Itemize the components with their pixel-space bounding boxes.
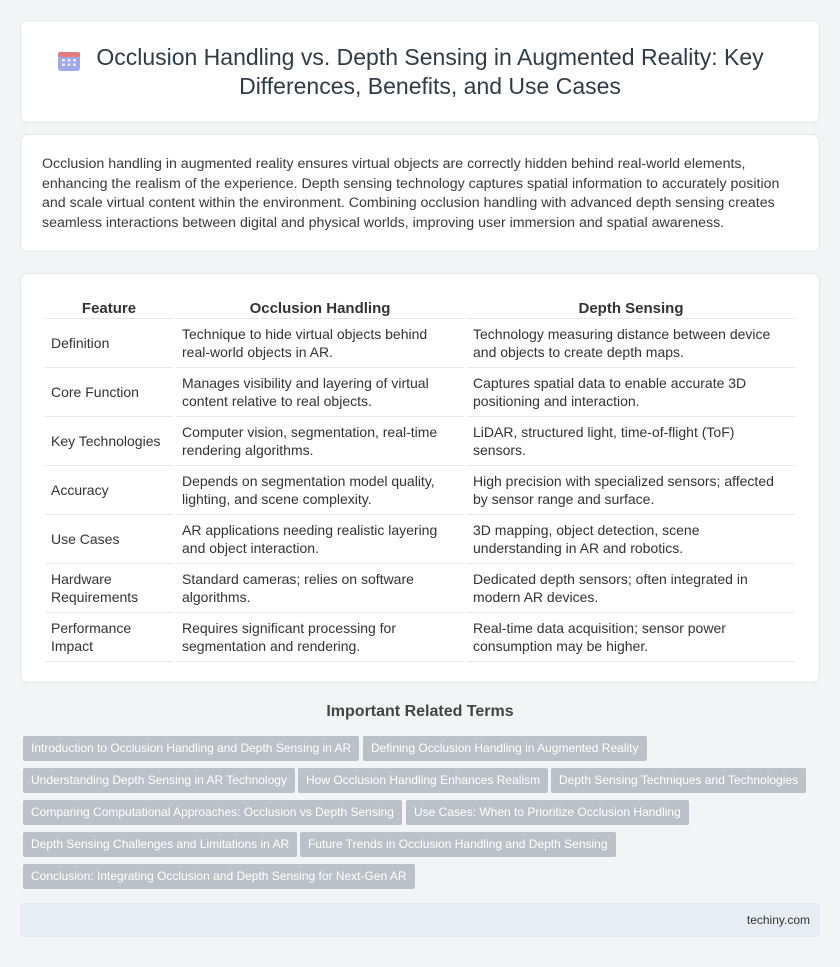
related-term-link[interactable]: How Occlusion Handling Enhances Realism bbox=[298, 768, 548, 793]
intro-paragraph: Occlusion handling in augmented reality ensures virtual objects are correctly hidden behind real-world elements, enhancing the realism of the experience. Depth sensing technology captures spatial information to accurately position and scale virtual content within the environment. Combining occlusion handling with advanced depth sensing creates seamless interactions between digital and physical worlds, improving user immersion and spatial awareness. bbox=[42, 156, 780, 231]
related-term-link[interactable]: Use Cases: When to Prioritize Occlusion Handling bbox=[406, 800, 689, 825]
table-row bbox=[45, 368, 795, 417]
table-row bbox=[45, 515, 795, 564]
comparison-table bbox=[42, 295, 798, 662]
occlusion-cell: Requires significant processing for segmentation and rendering. bbox=[176, 613, 464, 662]
table-row bbox=[45, 613, 795, 662]
related-term-link[interactable]: Depth Sensing Techniques and Technologies bbox=[551, 768, 806, 793]
occlusion-cell: Standard cameras; relies on software algorithms. bbox=[176, 564, 464, 613]
depth-cell: 3D mapping, object detection, scene understanding in AR and robotics. bbox=[467, 515, 795, 564]
occlusion-cell: Manages visibility and layering of virtual content relative to real objects. bbox=[176, 368, 464, 417]
table-header-row bbox=[45, 295, 795, 319]
feature-cell: Definition bbox=[45, 319, 173, 368]
related-term-link[interactable]: Comparing Computational Approaches: Occlusion vs Depth Sensing bbox=[23, 800, 402, 825]
depth-cell: Dedicated depth sensors; often integrated in modern AR devices. bbox=[467, 564, 795, 613]
depth-cell: Technology measuring distance between device and objects to create depth maps. bbox=[467, 319, 795, 368]
feature-cell: Key Technologies bbox=[45, 417, 173, 466]
feature-cell: Use Cases bbox=[45, 515, 173, 564]
related-term-link[interactable]: Conclusion: Integrating Occlusion and Depth Sensing for Next-Gen AR bbox=[23, 864, 415, 889]
header-feature: Feature bbox=[45, 295, 173, 319]
comparison-card bbox=[20, 273, 820, 683]
related-term-link[interactable]: Future Trends in Occlusion Handling and Depth Sensing bbox=[300, 832, 616, 857]
occlusion-cell: Technique to hide virtual objects behind real-world objects in AR. bbox=[176, 319, 464, 368]
table-row bbox=[45, 466, 795, 515]
header-depth: Depth Sensing bbox=[467, 295, 795, 319]
depth-cell: LiDAR, structured light, time-of-flight (ToF) sensors. bbox=[467, 417, 795, 466]
related-term-link[interactable]: Depth Sensing Challenges and Limitations in AR bbox=[23, 832, 297, 857]
feature-cell: Hardware Requirements bbox=[45, 564, 173, 613]
page-title: Occlusion Handling vs. Depth Sensing in Augmented Reality: Key Differences, Benefits, and Use Cases bbox=[96, 43, 764, 99]
table-row bbox=[45, 564, 795, 613]
related-term-link[interactable]: Defining Occlusion Handling in Augmented Reality bbox=[363, 736, 647, 761]
occlusion-cell: Computer vision, segmentation, real-time rendering algorithms. bbox=[176, 417, 464, 466]
title-card bbox=[20, 20, 820, 123]
feature-cell: Core Function bbox=[45, 368, 173, 417]
header-occlusion: Occlusion Handling bbox=[176, 295, 464, 319]
related-term-link[interactable]: Understanding Depth Sensing in AR Technology bbox=[23, 768, 295, 793]
footer-bar bbox=[20, 903, 820, 937]
table-row bbox=[45, 319, 795, 368]
table-row bbox=[45, 417, 795, 466]
intro-card bbox=[20, 134, 820, 252]
occlusion-cell: Depends on segmentation model quality, lighting, and scene complexity. bbox=[176, 466, 464, 515]
related-term-link[interactable]: Introduction to Occlusion Handling and Depth Sensing in AR bbox=[23, 736, 359, 761]
feature-cell: Accuracy bbox=[45, 466, 173, 515]
feature-cell: Performance Impact bbox=[45, 613, 173, 662]
depth-cell: High precision with specialized sensors; affected by sensor range and surface. bbox=[467, 466, 795, 515]
footer-site-link[interactable]: techiny.com bbox=[746, 913, 810, 927]
related-terms-heading: Important Related Terms bbox=[326, 703, 514, 720]
depth-cell: Captures spatial data to enable accurate 3D positioning and interaction. bbox=[467, 368, 795, 417]
occlusion-cell: AR applications needing realistic layering and object interaction. bbox=[176, 515, 464, 564]
depth-cell: Real-time data acquisition; sensor power consumption may be higher. bbox=[467, 613, 795, 662]
